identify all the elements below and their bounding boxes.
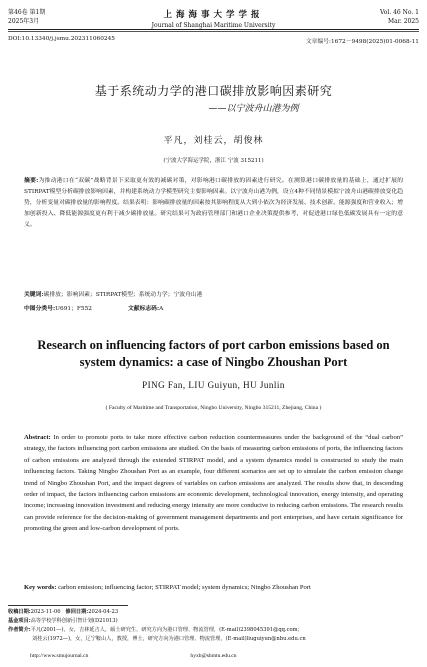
journal-masthead (0, 8, 427, 29)
revised-label: 修回日期: (65, 609, 89, 615)
fund-text: 高等学校学科创新引智计划(D21013) (30, 618, 118, 624)
doc-code-label: 文献标志码: (127, 306, 160, 312)
journal-url[interactable]: http://www.smujournal.cn (30, 653, 89, 659)
affiliation-cn: (宁波大学海运学院，浙江 宁波 315211) (163, 158, 264, 164)
author1-bio: 平凡(2001—)，女，吉林延吉人，硕士研究生，研究方向为港口管理、物流管理，(E-mail)2398045391@qq.com； (30, 627, 303, 633)
journal-email[interactable]: hyxb@shmtu.edu.cn (190, 653, 237, 659)
footnote-rule (8, 605, 128, 606)
fund-label: 基金项目: (8, 618, 31, 624)
subtitle-cn: ——以宁波舟山港为例 (208, 104, 299, 114)
journal-title-cn: 上海海事大学学报 (163, 10, 264, 20)
footnote-fund (8, 617, 419, 626)
title-en: Research on influencing factors of port carbon emissions based on system dynamics: a case of Ningbo Zhoushan Port (37, 338, 390, 369)
keywords-en (24, 584, 403, 591)
abstract-label-cn: 摘要: (24, 178, 39, 184)
keywords-label-cn: 关键词: (24, 292, 44, 298)
clc-label: 中图分类号: (24, 306, 56, 312)
keywords-label-en: Key words: (24, 584, 57, 591)
title-cn: 基于系统动力学的港口碳排放影响因素研究 (94, 84, 333, 98)
keywords-cn (24, 289, 403, 298)
keywords-text-cn: 碳排放；影响因素；STIRPAT模型；系统动力学；宁波舟山港 (43, 292, 203, 298)
running-header-right (380, 8, 419, 26)
date-cn: 2025年3月 (8, 18, 40, 25)
journal-title-en: Journal of Shanghai Maritime University (151, 22, 276, 29)
received-date: 2023-11-06 (30, 609, 61, 615)
authors-cn: 平凡，刘桂云，胡俊林 (163, 136, 264, 146)
footnotes (8, 608, 419, 644)
received-label: 收稿日期: (8, 609, 31, 615)
abstract-text-en: In order to promote ports to take more effective carbon reduction countermeasures under the background of the “dual carbon” strategy, the factors influencing port carbon emissions are studied. On the basis of measuring carbon emissions of ports, the influencing factors of carbon emissions are analyzed through the extended STIRPAT model, and a system dynamics model is constructed to study the main influencing factors. Taking Ningbo Zhoushan Port as an example, four different scenarios are set up to simulate the carbon emission change trend of Ningbo Zhoushan Port, and the impact degrees of variables on carbon emissions are analyzed. The results show that, in descending order of impact, the factors influencing carbon emissions are economic development, technological innovation, energy intensity, and operating income; increasing innovation investment and reducing energy intensity are more conducive to reducing carbon emissions. The research results can provide reference for the decision-making of government management departments and port enterprises, and have certain significance for promoting the green and low-carbon development of ports. (24, 434, 404, 533)
doi: DOI:10.13340/j.jsmu.202311060245 (8, 36, 115, 42)
footnote-dates (8, 608, 419, 617)
author-bio-label: 作者简介: (8, 627, 31, 633)
clc-value: U691；F552 (55, 306, 92, 312)
header-rule-thin (8, 31, 419, 32)
volume-issue-en: Vol. 46 No. 1 (379, 9, 419, 16)
abstract-label-en: Abstract: (24, 434, 51, 441)
author2-bio: 刘桂云(1972—)，女，辽宁鞍山人，教授，博士，研究方向为港口管理、物流管理，(E-mail)liuguiyun@nbu.edu.cn (32, 636, 306, 642)
doc-code-value: A (159, 306, 164, 312)
keywords-text-en: carbon emission; influencing factor; STIRPAT model; system dynamics; Ningbo Zhoushan Port (58, 584, 311, 591)
revised-date: 2024-04-23 (88, 609, 119, 615)
footnote-author1 (8, 626, 419, 635)
abstract-text-cn: 为推动港口在“双碳”战略背景下采取更有效的减碳对策，对影响港口碳排放的因素进行研究。在测算港口碳排放量的基础上，通过扩展的STIRPAT模型分析碳排放影响因素，并构建系统动力学模型研究主要影响因素。以宁波舟山港为例，设立4种不同情景模拟宁波舟山港碳排放变化趋势，分析变量对碳排放量的影响程度。结果表明：影响碳排放量的因素按其影响程度从大到小依次为经济发展、技术创新、能源强度和营业收入；增加创新投入、降低能源强度更有利于减少碳排放量。研究结果可为政府管理部门和港口企业决策提供参考，对促进港口绿色低碳发展具有一定的意义。 (24, 178, 404, 228)
abstract-cn (24, 176, 403, 231)
header-rule (8, 29, 419, 30)
article-number: 文章编号:1672－9498(2025)01-0068-11 (305, 39, 419, 45)
authors-en: PING Fan, LIU Guiyun, HU Junlin (142, 380, 285, 390)
volume-issue-cn: 第46卷 第1期 (8, 9, 46, 16)
classification-cn (24, 303, 163, 312)
affiliation-en: ( Faculty of Maritime and Transportation, Ningbo University, Ningbo 315211, Zhejiang, China ) (105, 405, 322, 411)
date-en: Mar. 2025 (387, 18, 419, 25)
abstract-en (24, 432, 403, 535)
